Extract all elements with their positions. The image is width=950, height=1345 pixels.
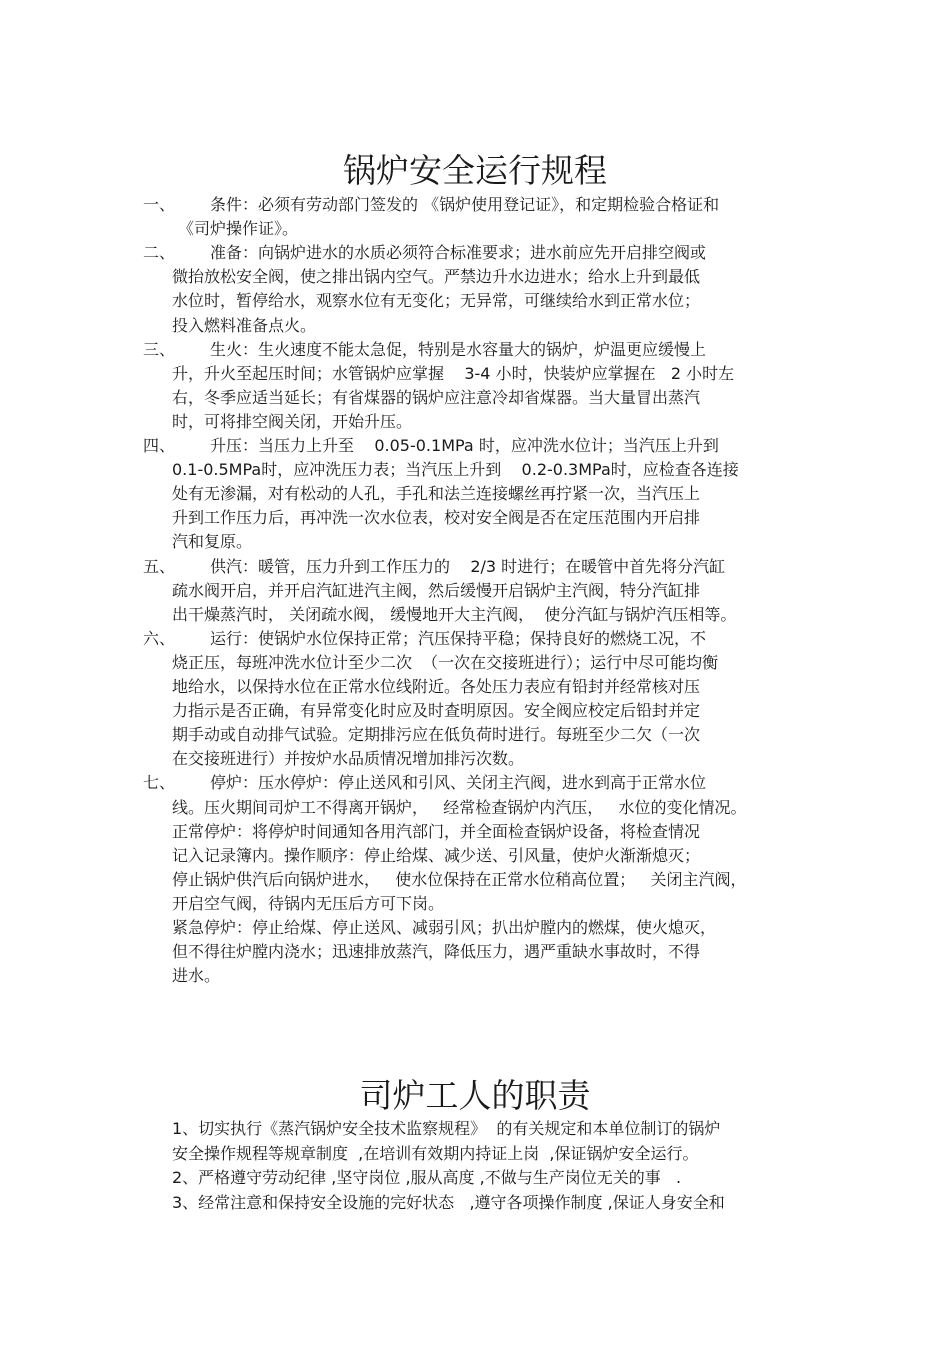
rule-text-line: 0.1-0.5MPa时，应冲洗压力表；当汽压上升到 0.2-0.3MPa时，应检查各连接 [172,460,739,480]
rule-text-line: 力指示是否正确，有异常变化时应及时查明原因。安全阀应校定后铅封并定 [172,701,701,721]
rule-text-line: 但不得往炉膛内浇水；迅速排放蒸汽，降低压力，遇严重缺水事故时，不得 [172,942,701,962]
rule-number: 二、 [143,243,176,263]
rule-text-line: 投入燃料准备点火。 [172,315,317,335]
section-title-safety-rules: 锅炉安全运行规程 [343,151,607,190]
rule-number: 四、 [143,436,176,455]
duty-text-line: 1、切实执行《蒸汽锅炉安全技术监察规程》 的有关规定和本单位制订的锅炉 [172,1119,721,1138]
rule-text-line: 进水。 [172,966,221,986]
rule-text-line: 汽和复原。 [172,532,253,552]
rule-text-line: 条件：必须有劳动部门签发的 《锅炉使用登记证》，和定期检验合格证和 [210,195,720,214]
duty-text-line: 3、经常注意和保持安全设施的完好状态 ,遵守各项操作制度 ,保证人身安全和 [172,1192,725,1212]
rule-text-line: 右，冬季应适当延长；有省煤器的锅炉应注意冷却省煤器。当大量冒出蒸汽 [172,387,701,407]
rule-text-line: 时，可将排空阀关闭，开始升压。 [172,411,413,431]
rule-text-line: 水位时，暂停给水，观察水位有无变化；无异常，可继续给水到正常水位； [172,291,701,311]
rule-text-line: 《司炉操作证》。 [178,219,299,239]
duty-text-line: 安全操作规程等规章制度 ,在培训有效期内持证上岗 ,保证锅炉安全运行。 [172,1143,699,1163]
rule-text-line: 升压：当压力上升至 0.05-0.1MPa 时，应冲洗水位计；当汽压上升到 [210,436,719,455]
rule-number: 七、 [143,773,176,793]
section-title-duties: 司炉工人的职责 [359,1076,591,1115]
rule-text-line: 疏水阀开启，并开启汽缸进汽主阀，然后缓慢开启锅炉主汽阀，特分汽缸排 [172,580,701,600]
rule-text-line: 在交接班进行）并按炉水品质情况增加排污次数。 [172,749,525,769]
rule-text-line: 开启空气阀，待锅内无压后方可下岗。 [172,893,445,913]
rule-text-line: 运行：使锅炉水位保持正常；汽压保持平稳；保持良好的燃烧工况，不 [210,628,707,648]
rule-text-line: 记入记录簿内。操作顺序：停止给煤、减少送、引风量，使炉火渐渐熄灭； [172,845,701,865]
rule-text-line: 升到工作压力后，再冲洗一次水位表，校对安全阀是否在定压范围内开启排 [172,508,701,528]
rule-text-line: 处有无渗漏，对有松动的人孔，手孔和法兰连接螺丝再拧紧一次，当汽压上 [172,484,701,504]
rule-number: 三、 [143,339,176,359]
rule-text-line: 停炉：压水停炉：停止送风和引风、关闭主汽阀，进水到高于正常水位 [210,773,707,793]
rule-number: 一、 [143,195,176,214]
rule-text-line: 升，升火至起压时间；水管锅炉应掌握 3-4 小时，快装炉应掌握在 2 小时左 [172,363,735,383]
rule-number: 六、 [143,628,176,648]
rule-text-line: 线。压火期间司炉工不得离开锅炉， 经常检查锅炉内汽压， 水位的变化情况。 [172,797,747,817]
rule-text-line: 出干燥蒸汽时， 关闭疏水阀， 缓慢地开大主汽阀， 使分汽缸与锅炉汽压相等。 [172,604,737,624]
duty-text-line: 2、严格遵守劳动纪律 ,坚守岗位 ,服从高度 ,不做与生产岗位无关的事 . [172,1168,682,1187]
rule-text-line: 期手动或自动排气试验。定期排污应在低负荷时进行。每班至少二欠（一次 [172,725,701,745]
rule-text-line: 停止锅炉供汽后向锅炉进水， 使水位保持在正常水位稍高位置； 关闭主汽阀， [172,869,747,889]
rule-number: 五、 [143,556,176,576]
rule-text-line: 生火：生火速度不能太急促，特别是水容量大的锅炉，炉温更应缓慢上 [210,339,707,359]
rule-text-line: 供汽：暖管，压力升到工作压力的 2/3 时进行；在暖管中首先将分汽缸 [210,556,726,576]
rule-text-line: 正常停炉：将停炉时间通知各用汽部门，并全面检查锅炉设备，将检查情况 [172,821,701,841]
rule-text-line: 紧急停炉：停止给煤、停止送风、减弱引风；扒出炉膛内的燃煤，使火熄灭， [172,918,717,937]
rule-text-line: 地给水，以保持水位在正常水位线附近。各处压力表应有铅封并经常核对压 [172,677,701,696]
rule-text-line: 烧正压，每班冲洗水位计至少二次 （一次在交接班进行）；运行中尽可能均衡 [172,652,719,672]
rule-text-line: 准备：向锅炉进水的水质必须符合标准要求；进水前应先开启排空阀或 [210,243,707,263]
rule-text-line: 微抬放松安全阀，使之排出锅内空气。严禁边升水边进水；给水上升到最低 [172,267,701,287]
